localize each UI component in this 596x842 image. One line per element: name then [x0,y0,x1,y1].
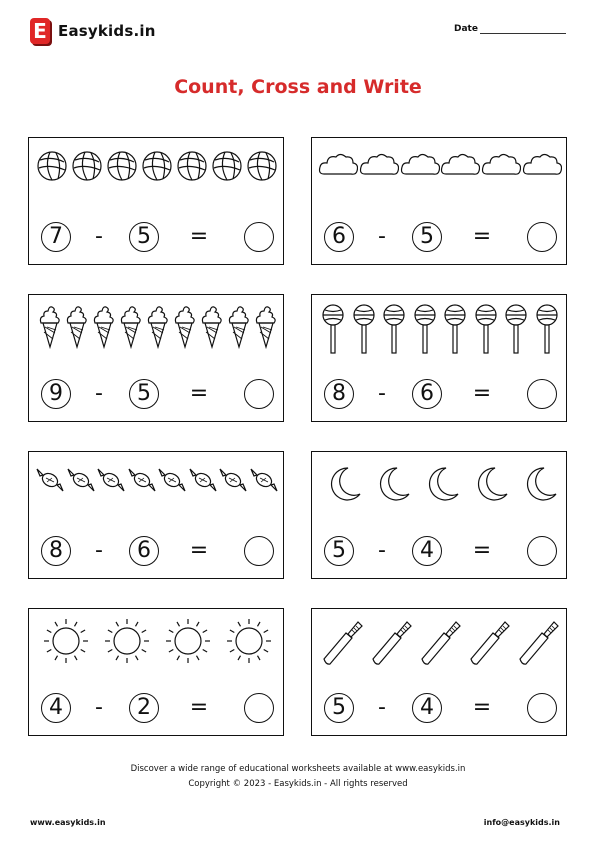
lollipop-icon[interactable] [533,303,561,355]
candy-icon[interactable] [187,464,219,496]
sun-icon[interactable] [42,617,90,665]
page-title: Count, Cross and Write [174,76,422,98]
equals-sign: = [189,538,209,563]
answer-circle[interactable] [527,693,557,723]
cricket-bat-icon[interactable] [369,617,413,667]
footer-line-1: Discover a wide range of educational worksheets available at www.easykids.in [130,764,466,774]
lollipop-icon[interactable] [411,303,439,355]
cricket-bat-icon[interactable] [516,617,560,667]
brand-name: Easykids.in [58,22,156,40]
ice-cream-icon[interactable] [144,303,170,349]
cloud-icon[interactable] [400,150,440,178]
minus-sign: - [95,695,103,720]
subtrahend-number: 2 [129,693,159,723]
candy-icon[interactable] [34,464,66,496]
ball-icon[interactable] [71,150,103,182]
ice-cream-icon[interactable] [36,303,62,349]
exercise-box [311,137,567,265]
subtrahend-number: 5 [129,379,159,409]
minus-sign: - [95,224,103,249]
cricket-bat-icon[interactable] [467,617,511,667]
ball-icon[interactable] [211,150,243,182]
minus-sign: - [378,224,386,249]
minus-sign: - [378,538,386,563]
footer-line-2: Copyright © 2023 - Easykids.in - All rights reserved [188,779,408,789]
equals-sign: = [472,381,492,406]
logo [30,16,156,46]
subtrahend-number: 6 [412,379,442,409]
ball-icon[interactable] [36,150,68,182]
exercise-box [311,451,567,579]
exercise-box [28,608,284,736]
ice-cream-icon[interactable] [63,303,89,349]
minus-sign: - [378,695,386,720]
candy-icon[interactable] [65,464,97,496]
lollipop-icon[interactable] [380,303,408,355]
subtrahend-number: 4 [412,536,442,566]
moon-icon[interactable] [322,464,362,504]
date-label: Date [454,24,478,34]
answer-circle[interactable] [244,222,274,252]
candy-icon[interactable] [217,464,249,496]
equals-sign: = [472,695,492,720]
footer-website: www.easykids.in [30,818,106,827]
answer-circle[interactable] [527,379,557,409]
ice-cream-icon[interactable] [225,303,251,349]
ball-icon[interactable] [106,150,138,182]
equals-sign: = [472,224,492,249]
answer-circle[interactable] [244,536,274,566]
exercise-box [311,608,567,736]
moon-icon[interactable] [371,464,411,504]
cloud-icon[interactable] [522,150,562,178]
ice-cream-icon[interactable] [171,303,197,349]
moon-icon[interactable] [420,464,460,504]
exercise-box [28,294,284,422]
lollipop-icon[interactable] [441,303,469,355]
lollipop-icon[interactable] [350,303,378,355]
cricket-bat-icon[interactable] [320,617,364,667]
subtrahend-number: 5 [412,222,442,252]
minuend-number: 6 [324,222,354,252]
minuend-number: 8 [41,536,71,566]
minuend-number: 5 [324,536,354,566]
minuend-number: 4 [41,693,71,723]
exercise-box [311,294,567,422]
moon-icon[interactable] [469,464,509,504]
moon-icon[interactable] [518,464,558,504]
equals-sign: = [189,224,209,249]
minuend-number: 9 [41,379,71,409]
date-line[interactable] [480,33,566,34]
equals-sign: = [189,381,209,406]
ball-icon[interactable] [141,150,173,182]
minuend-number: 8 [324,379,354,409]
cloud-icon[interactable] [481,150,521,178]
minus-sign: - [378,381,386,406]
ball-icon[interactable] [246,150,278,182]
cloud-icon[interactable] [359,150,399,178]
minus-sign: - [95,538,103,563]
lollipop-icon[interactable] [502,303,530,355]
ice-cream-icon[interactable] [90,303,116,349]
subtrahend-number: 6 [129,536,159,566]
cloud-icon[interactable] [318,150,358,178]
answer-circle[interactable] [527,222,557,252]
subtrahend-number: 5 [129,222,159,252]
footer-email: info@easykids.in [483,818,560,827]
ball-icon[interactable] [176,150,208,182]
candy-icon[interactable] [156,464,188,496]
logo-mark: E [30,18,50,44]
lollipop-icon[interactable] [319,303,347,355]
sun-icon[interactable] [103,617,151,665]
ice-cream-icon[interactable] [252,303,278,349]
subtrahend-number: 4 [412,693,442,723]
answer-circle[interactable] [527,536,557,566]
minus-sign: - [95,381,103,406]
candy-icon[interactable] [126,464,158,496]
exercise-box [28,451,284,579]
ice-cream-icon[interactable] [117,303,143,349]
equals-sign: = [189,695,209,720]
minuend-number: 5 [324,693,354,723]
cricket-bat-icon[interactable] [418,617,462,667]
lollipop-icon[interactable] [472,303,500,355]
sun-icon[interactable] [164,617,212,665]
sun-icon[interactable] [225,617,273,665]
candy-icon[interactable] [95,464,127,496]
answer-circle[interactable] [244,693,274,723]
minuend-number: 7 [41,222,71,252]
equals-sign: = [472,538,492,563]
answer-circle[interactable] [244,379,274,409]
cloud-icon[interactable] [440,150,480,178]
ice-cream-icon[interactable] [198,303,224,349]
exercise-box [28,137,284,265]
candy-icon[interactable] [248,464,280,496]
